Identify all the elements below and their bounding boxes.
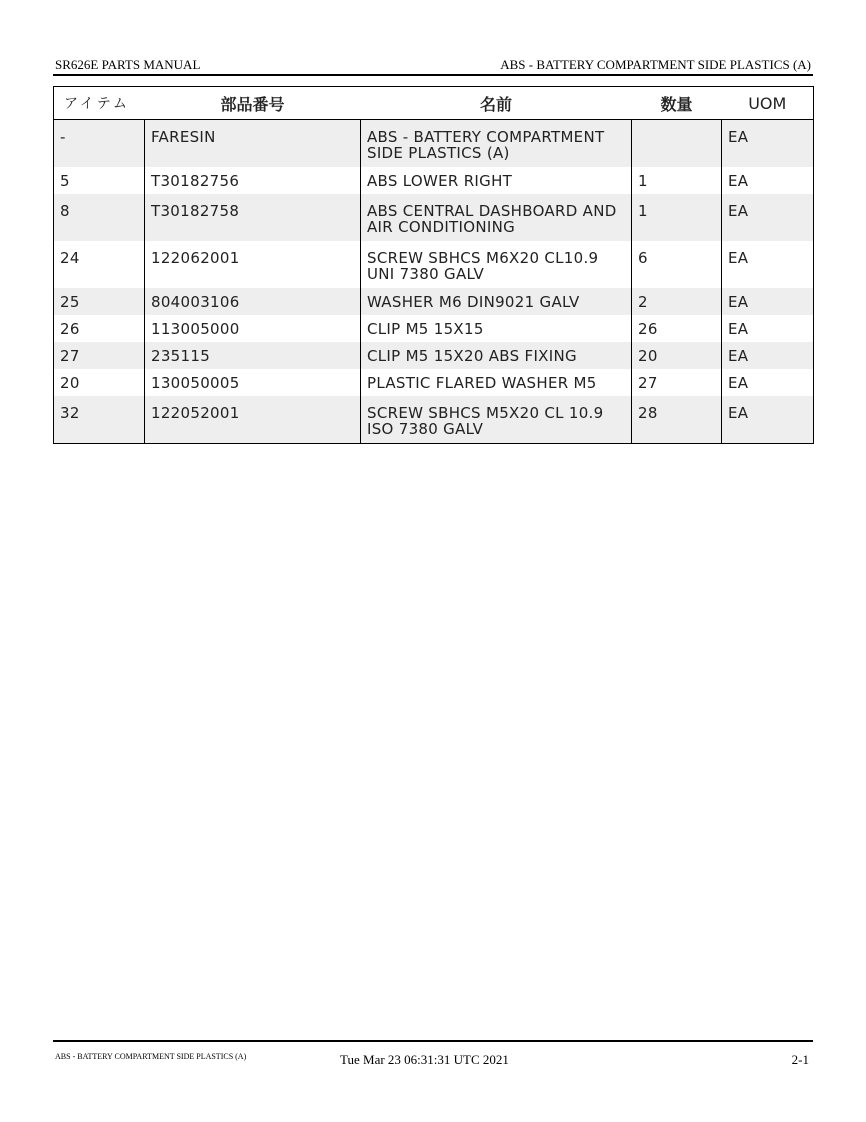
column-header-name: 名前 <box>361 87 632 120</box>
name-cell: CLIP M5 15X20 ABS FIXING <box>361 342 632 369</box>
part-number-cell: T30182758 <box>145 194 361 241</box>
part-number-cell: 804003106 <box>145 288 361 315</box>
uom-cell: EA <box>722 241 814 288</box>
table-row <box>54 369 814 396</box>
uom-cell: EA <box>722 342 814 369</box>
part-number-cell: 130050005 <box>145 369 361 396</box>
quantity-cell <box>632 120 722 168</box>
name-cell: SCREW SBHCS M6X20 CL10.9 UNI 7380 GALV <box>361 241 632 288</box>
part-number-cell: T30182756 <box>145 167 361 194</box>
uom-cell: EA <box>722 369 814 396</box>
section-title: ABS - BATTERY COMPARTMENT SIDE PLASTICS (A) <box>500 57 811 72</box>
table-row <box>54 167 814 194</box>
footer-section-title: ABS - BATTERY COMPARTMENT SIDE PLASTICS (A) <box>55 1052 247 1061</box>
quantity-cell: 2 <box>632 288 722 315</box>
table-row <box>54 288 814 315</box>
item-cell: - <box>54 120 145 168</box>
part-number-cell: 113005000 <box>145 315 361 342</box>
name-cell: WASHER M6 DIN9021 GALV <box>361 288 632 315</box>
uom-cell: EA <box>722 167 814 194</box>
part-number-cell: 122052001 <box>145 396 361 444</box>
quantity-cell: 26 <box>632 315 722 342</box>
part-number-cell: FARESIN <box>145 120 361 168</box>
item-cell: 8 <box>54 194 145 241</box>
item-cell: 5 <box>54 167 145 194</box>
item-cell: 27 <box>54 342 145 369</box>
manual-title: SR626E PARTS MANUAL <box>55 57 201 72</box>
uom-cell: EA <box>722 194 814 241</box>
name-cell: SCREW SBHCS M5X20 CL 10.9 ISO 7380 GALV <box>361 396 632 444</box>
name-cell: CLIP M5 15X15 <box>361 315 632 342</box>
quantity-cell: 27 <box>632 369 722 396</box>
table-row <box>54 315 814 342</box>
header-rule <box>53 74 813 76</box>
quantity-cell: 1 <box>632 167 722 194</box>
quantity-cell: 28 <box>632 396 722 444</box>
quantity-cell: 1 <box>632 194 722 241</box>
uom-cell: EA <box>722 288 814 315</box>
name-cell: ABS CENTRAL DASHBOARD AND AIR CONDITIONING <box>361 194 632 241</box>
table-row <box>54 342 814 369</box>
uom-cell: EA <box>722 120 814 168</box>
table-row <box>54 120 814 168</box>
quantity-cell: 6 <box>632 241 722 288</box>
table-row <box>54 241 814 288</box>
part-number-cell: 122062001 <box>145 241 361 288</box>
item-cell: 26 <box>54 315 145 342</box>
table-row <box>54 396 814 444</box>
name-cell: PLASTIC FLARED WASHER M5 <box>361 369 632 396</box>
part-number-cell: 235115 <box>145 342 361 369</box>
footer-rule <box>53 1040 813 1042</box>
column-header-uom: UOM <box>722 87 814 120</box>
column-header-item: アイテム <box>54 87 145 120</box>
item-cell: 32 <box>54 396 145 444</box>
column-header-part-number: 部品番号 <box>145 87 361 120</box>
quantity-cell: 20 <box>632 342 722 369</box>
page-number: 2-1 <box>791 1052 809 1067</box>
table-header-row <box>54 87 814 120</box>
name-cell: ABS - BATTERY COMPARTMENT SIDE PLASTICS (A) <box>361 120 632 168</box>
item-cell: 24 <box>54 241 145 288</box>
uom-cell: EA <box>722 315 814 342</box>
footer-timestamp: Tue Mar 23 06:31:31 UTC 2021 <box>340 1052 509 1067</box>
item-cell: 25 <box>54 288 145 315</box>
column-header-quantity: 数量 <box>632 87 722 120</box>
parts-table <box>53 86 814 444</box>
uom-cell: EA <box>722 396 814 444</box>
table-row <box>54 194 814 241</box>
item-cell: 20 <box>54 369 145 396</box>
name-cell: ABS LOWER RIGHT <box>361 167 632 194</box>
